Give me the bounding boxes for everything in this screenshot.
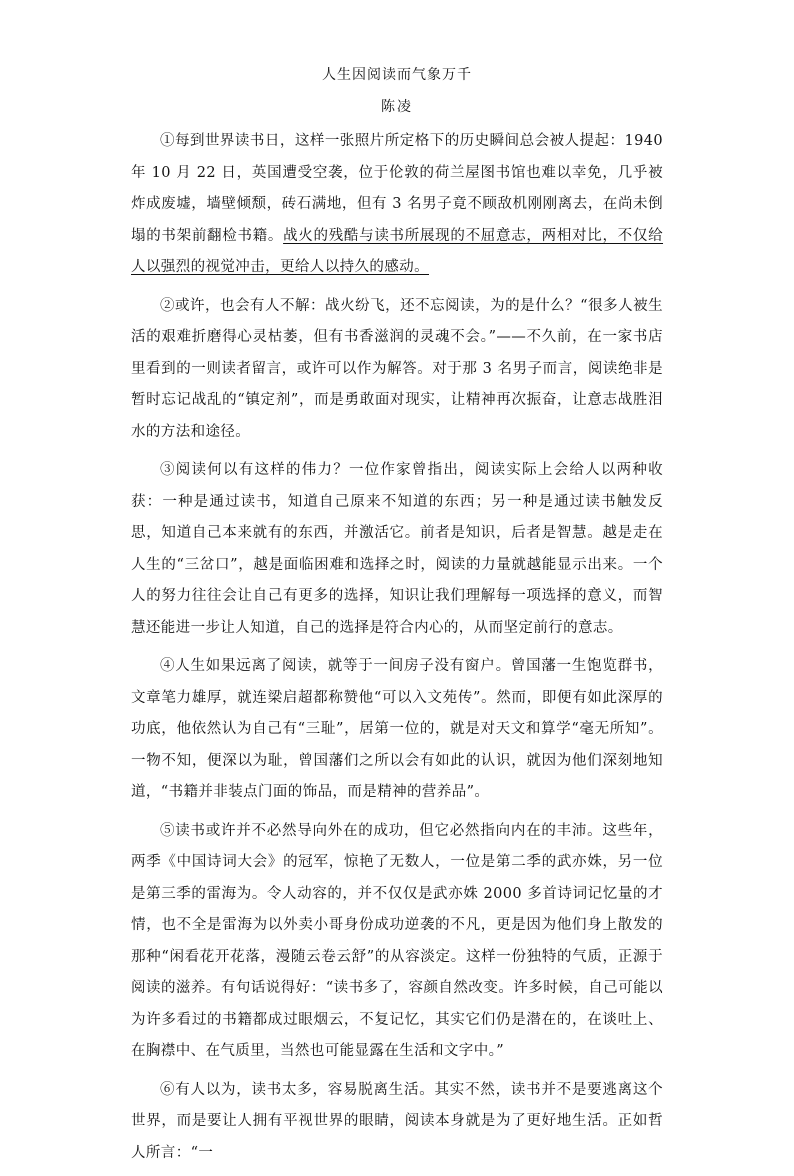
paragraph-5: [131, 816, 663, 1068]
article-author: 陈凌: [381, 99, 413, 115]
paragraph-6-text: ⑥有人以为，读书太多，容易脱离生活。其实不然，读书并不是要逃离这个世界，而是要让人拥有平视世界的眼睛，阅读本身就是为了更好地生活。正如哲人所言：“一: [131, 1081, 663, 1161]
paragraph-4-text: ④人生如果远离了阅读，就等于一间房子没有窗户。曾国藩一生饱览群书，文章笔力雄厚，就连梁启超都称赞他“可以入文苑传”。然而，即便有如此深厚的功底，他依然认为自己有“三耻”，居第一位的，就是对天文和算学“毫无所知”。一物不知，便深以为耻，曾国藩们之所以会有如此的认识，就因为他们深刻地知道，“书籍并非装点门面的饰品，而是精神的营养品”。: [131, 658, 663, 800]
paragraph-2-text: ②或许，也会有人不解：战火纷飞，还不忘阅读，为的是什么？“很多人被生活的艰难折磨得心灵枯萎，但有书香滋润的灵魂不会。”——不久前，在一家书店里看到的一则读者留言，或许可以作为解答。对于那 3 名男子而言，阅读绝非是暂时忘记战乱的“镇定剂”，而是勇敢面对现实，让精神再次振奋，让意志战胜泪水的方法和途径。: [131, 297, 663, 440]
paragraph-6: [131, 1075, 663, 1170]
article-title: 人生因阅读而气象万千: [322, 67, 472, 83]
paragraph-3-text: ③阅读何以有这样的伟力？一位作家曾指出，阅读实际上会给人以两种收获：一种是通过读书，知道自己原来不知道的东西；另一种是通过读书触发反思，知道自己本来就有的东西，并激活它。前者是知识，后者是智慧。越是走在人生的“三岔口”，越是面临困难和选择之时，阅读的力量就越能显示出来。一个人的努力往往会让自己有更多的选择，知识让我们理解每一项选择的意义，而智慧还能进一步让人知道，自己的选择是符合内心的，从而坚定前行的意志。: [131, 462, 663, 636]
paragraph-1-text: ①每到世界读书日，这样一张照片所定格下的历史瞬间总会被人提起：1940 年 10 月 22 日，英国遭受空袭，位于伦敦的荷兰屋图书馆也难以幸免，几乎被炸成废墟，墙壁倾颓，砖石满地，但有 3 名男子竟不顾敌机刚刚离去，在尚未倒塌的书架前翻检书籍。: [131, 133, 663, 244]
paragraph-5-text: ⑤读书或许并不必然导向外在的成功，但它必然指向内在的丰沛。这些年，两季《中国诗词大会》的冠军，惊艳了无数人，一位是第二季的武亦姝，另一位是第三季的雷海为。令人动容的，并不仅仅是武亦姝 2000 多首诗词记忆量的才情，也不全是雷海为以外卖小哥身份成功逆袭的不凡，更是因为他们身上散发的那种“闲看花开花落，漫随云卷云舒”的从容淡定。这样一份独特的气质，正源于阅读的滋养。有句话说得好：“读书多了，容颜自然改变。许多时候，自己可能以为许多看过的书籍都成过眼烟云，不复记忆，其实它们仍是潜在的，在谈吐上、在胸襟中、在气质里，当然也可能显露在生活和文字中。”: [131, 822, 663, 1059]
paragraph-3: [131, 455, 663, 644]
paragraph-1: [131, 126, 663, 284]
paragraph-4: [131, 651, 663, 809]
article-body: [131, 126, 663, 1176]
paragraph-2: [131, 291, 663, 449]
paragraph-1-underlined-text: 战火的残酷与读书所展现的不屈意志，两相对比，不仅给人以强烈的视觉冲击，更给人以持久的感动。: [131, 227, 664, 275]
